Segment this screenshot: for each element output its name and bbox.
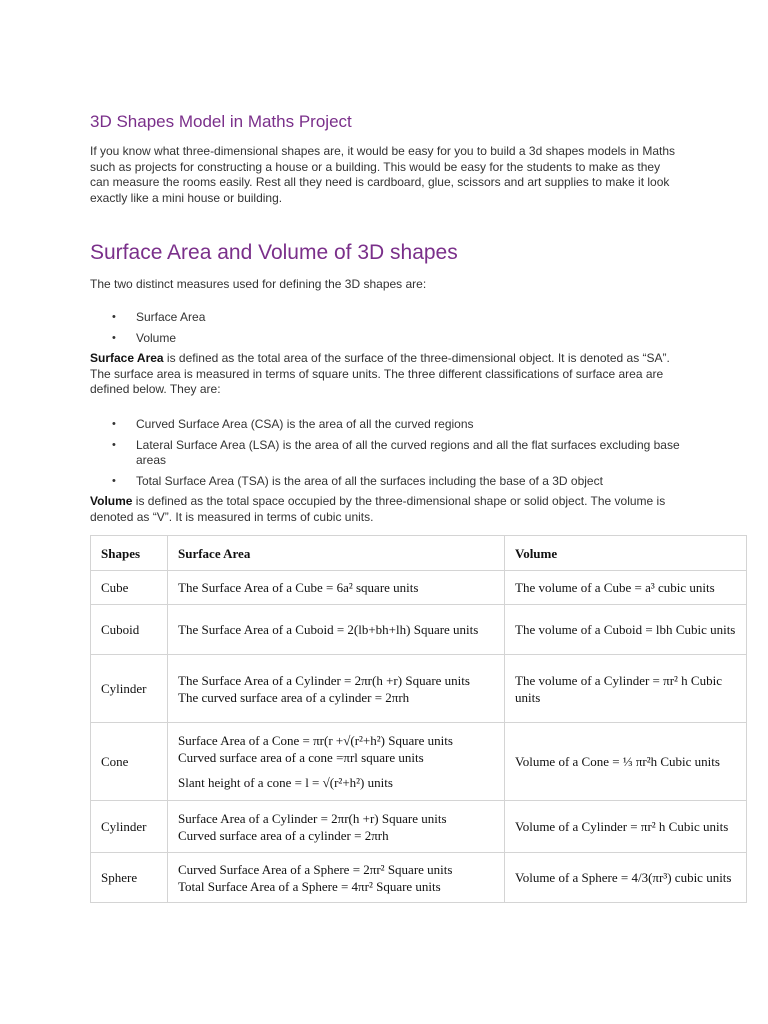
area-line: Surface Area of a Cone = πr(r +√(r²+h²) Square units [178,733,453,748]
intro-paragraph: If you know what three-dimensional shapes are, it would be easy for you to build a 3d shapes models in Maths such as projects for constructing a house or a building. This would be easy for the students to make as they can measure the rooms easily. Rest all they need is cardboard, glue, scissors and art supplies to make it look exactly like a mini house or building. [90,144,675,205]
list-item: • Lateral Surface Area (LSA) is the area of all the curved regions and all the flat surfaces excluding base areas [90,438,680,469]
shape-cell: Cube [91,571,168,605]
area-cell [168,655,505,723]
area-line: The Surface Area of a Cylinder = 2πr(h +r) Square units [178,672,470,688]
list-item: • Volume [90,331,205,347]
area-cell [168,723,505,801]
lead-paragraph: The two distinct measures used for defining the 3D shapes are: [90,277,427,291]
volume-cell: The volume of a Cuboid = lbh Cubic units [505,605,747,655]
shapes-formula-table [90,535,747,903]
volume-cell: The volume of a Cube = a³ cubic units [505,571,747,605]
table-row [91,571,747,605]
table-row [91,853,747,903]
header-surface-area: Surface Area [168,536,505,571]
table-row [91,655,747,723]
area-cell [168,571,505,605]
area-line: Curved surface area of a cone =πrl square units [178,750,424,765]
shape-cell: Cylinder [91,655,168,723]
surface-area-text: is defined as the total area of the surface of the three-dimensional object. It is denoted as “SA”. The surface area is measured in terms of square units. The three different classifications of surface area are defined below. They are: [90,351,670,396]
list-item: • Surface Area [90,310,205,326]
table-row [91,605,747,655]
area-line: The Surface Area of a Cuboid = 2(lb+bh+lh) Square units [178,622,479,637]
volume-cell: Volume of a Cylinder = πr² h Cubic units [505,801,747,853]
classifications-list [90,417,680,494]
area-line: Slant height of a cone = l = √(r²+h²) units [178,775,393,790]
header-volume: Volume [505,536,747,571]
surface-area-term: Surface Area [90,351,164,365]
section-heading-maths-project: 3D Shapes Model in Maths Project [90,112,352,131]
area-cell [168,605,505,655]
section-heading-surface-area-volume: Surface Area and Volume of 3D shapes [90,241,458,264]
area-line: Surface Area of a Cylinder = 2πr(h +r) Square units [178,810,447,826]
table-row [91,723,747,801]
list-item: • Curved Surface Area (CSA) is the area of all the curved regions [90,417,680,433]
shape-cell: Cone [91,723,168,801]
shape-cell: Sphere [91,853,168,903]
list-item: • Total Surface Area (TSA) is the area of all the surfaces including the base of a 3D object [90,474,680,490]
shape-cell: Cylinder [91,801,168,853]
volume-cell: Volume of a Sphere = 4/3(πr³) cubic units [505,853,747,903]
area-cell [168,853,505,903]
volume-term: Volume [90,494,133,508]
shape-cell: Cuboid [91,605,168,655]
area-line: The curved surface area of a cylinder = 2πrh [178,689,410,705]
volume-cell: The volume of a Cylinder = πr² h Cubic units [505,655,747,723]
header-shapes: Shapes [91,536,168,571]
measures-list [90,310,205,351]
volume-text: is defined as the total space occupied by the three-dimensional shape or solid object. The volume is denoted as “V”. It is measured in terms of cubic units. [90,494,666,524]
surface-area-definition [90,351,670,398]
area-line: The Surface Area of a Cube = 6a² square units [178,580,419,595]
table-header-row [91,536,747,571]
area-line: Curved Surface Area of a Sphere = 2πr² Square units [178,861,453,877]
area-line: Total Surface Area of a Sphere = 4πr² Square units [178,878,441,894]
table-row [91,801,747,853]
area-line: Curved surface area of a cylinder = 2πrh [178,827,389,843]
area-cell [168,801,505,853]
volume-cell: Volume of a Cone = ⅓ πr²h Cubic units [505,723,747,801]
volume-definition [90,494,670,525]
